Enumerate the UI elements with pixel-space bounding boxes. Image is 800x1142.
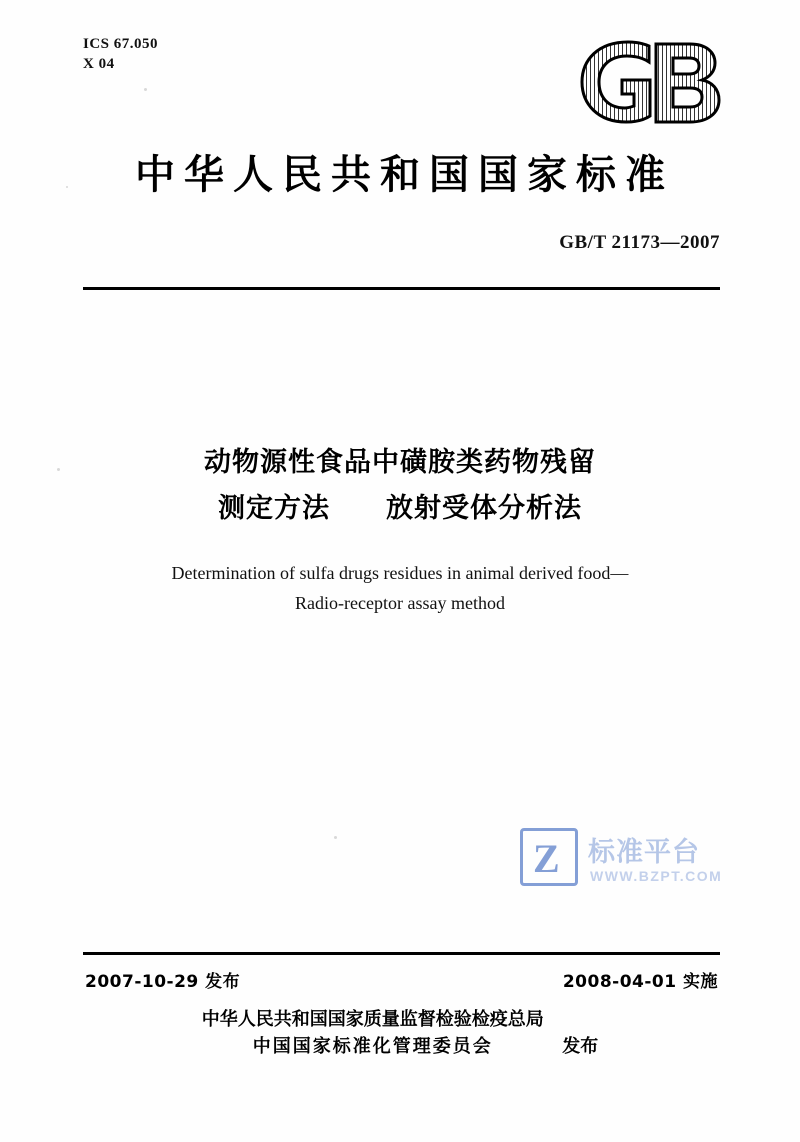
issuer-block [0,1006,800,1060]
watermark-logo-icon [520,828,578,886]
issue-date: 2007-10-29 发布 [85,972,241,992]
page-speckle [144,88,147,91]
standard-number: GB/T 21173—2007 [559,232,720,253]
document-title-cn-line2: 测定方法 放射受体分析法 [218,493,582,524]
document-title-en-line1: Determination of sulfa drugs residues in animal derived food— [171,563,629,583]
page-title: 中华人民共和国国家标准 [135,152,674,198]
ics-classification-block [83,34,158,74]
document-title-en-line2: Radio-receptor assay method [295,593,505,613]
issuer-line-1: 中华人民共和国国家质量监督检验检疫总局 [201,1009,544,1030]
document-title-cn [0,440,800,532]
watermark-brand: 标准平台 [588,837,700,868]
watermark [520,828,750,900]
issuer-names [202,1006,544,1060]
page-speckle [334,836,337,839]
document-title-cn-line1: 动物源性食品中磺胺类药物残留 [204,447,596,478]
divider-top [83,287,720,290]
watermark-logo-letter: Z [533,836,560,881]
issuer-line-2: 中国国家标准化管理委员会 [252,1036,493,1057]
ics-code: ICS 67.050 [83,36,159,52]
issuer-publish-label: 发布 [562,1036,599,1057]
gb-logo-icon [570,36,730,128]
classification-code: X 04 [83,56,115,72]
divider-bottom [83,952,720,955]
implementation-date: 2008-04-01 实施 [562,972,718,992]
document-title-en [120,558,680,618]
watermark-url: WWW.BZPT.COM [590,868,723,884]
